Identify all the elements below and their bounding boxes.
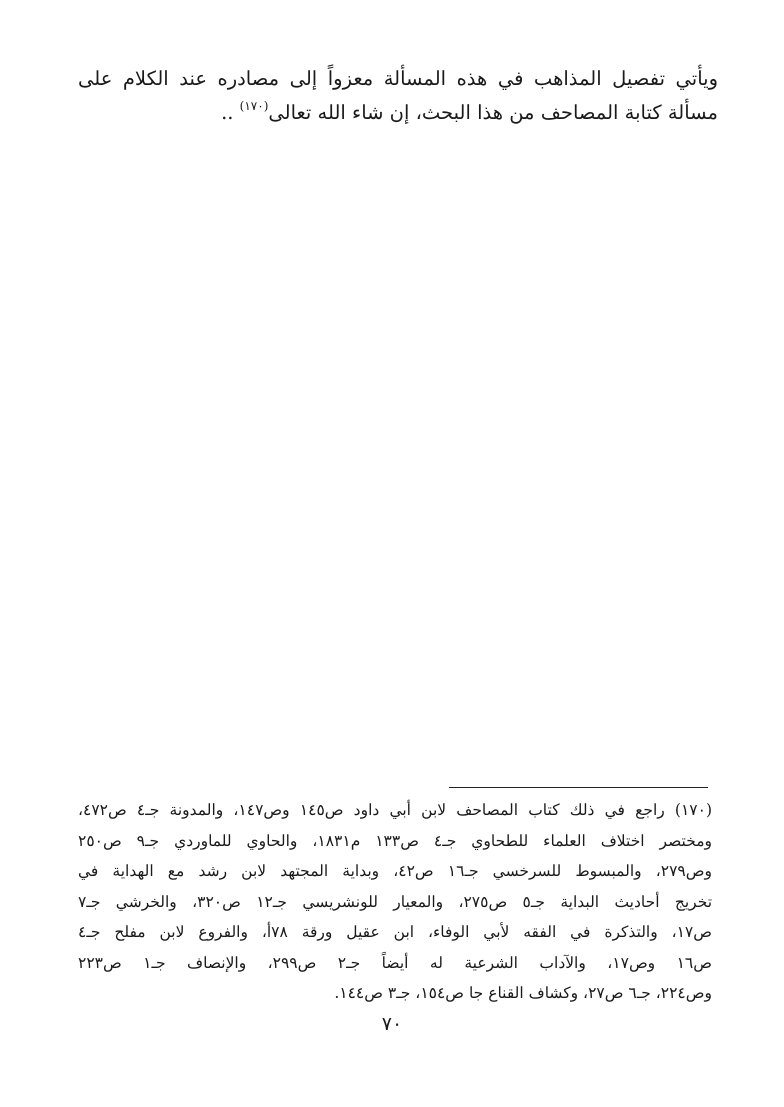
footnote-170 [78, 795, 712, 1009]
body-line-1: ويأتي تفصيل المذاهب في هذه المسألة معزواً إلى مصادره عند الكلام على [78, 67, 718, 90]
body-line-2 [78, 96, 718, 130]
footnote-reference[interactable]: (١٧٠) [239, 99, 269, 113]
body-line-2-text: مسألة كتابة المصاحف من هذا البحث، إن شاء الله تعالى [268, 101, 718, 124]
footnote-line: ص١٧، والتذكرة في الفقه لأبي الوفاء، ابن عقيل ورقة ٧٨أ، والفروع لابن مفلح جـ٤ [78, 923, 712, 941]
footnote-line: ص١٦ وص١٧، والآداب الشرعية له أيضاً جـ٢ ص٢٩٩، والإنصاف جـ١ ص٢٢٣ [78, 953, 712, 972]
body-paragraph [78, 62, 718, 130]
body-line-2-end: .. [221, 101, 240, 124]
page-number: ٧٠ [381, 1013, 403, 1035]
footnote-line: (١٧٠) راجع في ذلك كتاب المصاحف لابن أبي داود ص١٤٥ وص١٤٧، والمدونة جـ٤ ص٤٧٢، [78, 801, 712, 819]
footnote-separator [449, 787, 708, 788]
footnote-line: وص٢٧٩، والمبسوط للسرخسي جـ١٦ ص٤٢، وبداية المجتهد لابن رشد مع الهداية في [78, 862, 712, 880]
footnote-line: تخريج أحاديث البداية جـ٥ ص٢٧٥، والمعيار للونشريسي جـ١٢ ص٣٢٠، والخرشي جـ٧ [78, 892, 712, 911]
footnote-line: ومختصر اختلاف العلماء للطحاوي جـ٤ ص١٣٣ م١٨٣١، والحاوي للماوردي جـ٩ ص٢٥٠ [78, 831, 712, 850]
footnote-line: وص٢٢٤، جـ٦ ص٢٧، وكشاف القناع جا ص١٥٤، جـ٣ ص١٤٤. [334, 984, 712, 1002]
